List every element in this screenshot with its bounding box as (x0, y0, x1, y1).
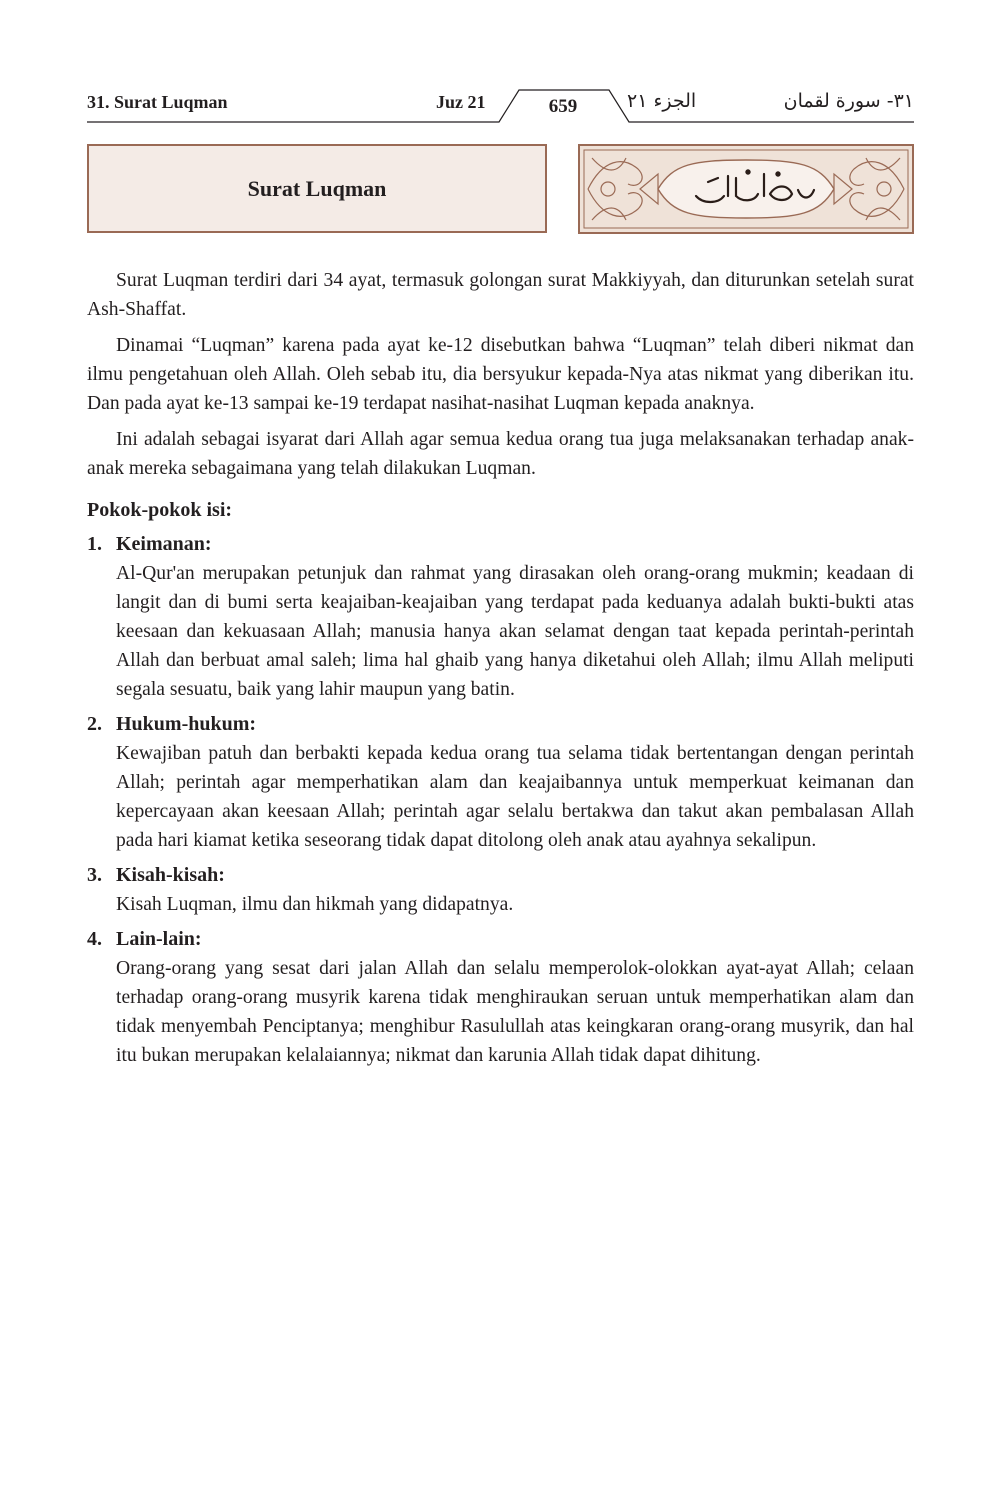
surah-title-box (87, 144, 547, 233)
list-item-lain-lain (87, 925, 914, 1070)
header-juz-arabic: الجزء ٢١ (627, 90, 697, 112)
item-body: Orang-orang yang sesat dari jalan Allah dan selalu memperolok-olokkan ayat-ayat Allah; celaan terhadap orang-orang musyrik karena tidak menghiraukan seruan untuk memperhatikan alam dan tidak menyembah Penciptanya; menghibur Rasulullah atas keingkaran orang-orang musyrik, dan hal itu bukan merupakan kelalaiannya; nikmat dan karunia Allah tidak dapat dihitung. (116, 958, 914, 1066)
item-heading: Hukum-hukum: (116, 713, 257, 735)
item-body: Kisah Luqman, ilmu dan hikmah yang didapatnya. (116, 894, 514, 915)
item-number: 2. (87, 713, 102, 735)
item-body: Al-Qur'an merupakan petunjuk dan rahmat yang dirasakan oleh orang-orang mukmin; keadaan di langit dan di bumi serta keajaiban-keajaiban yang terdapat pada keduanya adalah bukti-bukti atas keesaan dan kekuasaan Allah; manusia hanya akan selamat dengan taat kepada perintah-perintah Allah dan berbuat amal saleh; lima hal ghaib yang hanya diketahui oleh Allah; ilmu Allah meliputi segala sesuatu, baik yang lahir maupun yang batin. (116, 563, 914, 700)
page-body (87, 266, 914, 1076)
item-number: 3. (87, 864, 102, 886)
header-juz: Juz 21 (436, 92, 486, 112)
intro-paragraph-2: Dinamai “Luqman” karena pada ayat ke-12 disebutkan bahwa “Luqman” telah diberi nikmat dan ilmu pengetahuan oleh Allah. Oleh sebab itu, dia bersyukur kepada-Nya atas nikmat yang diberikan itu. Dan pada ayat ke-13 sampai ke-19 terdapat nasihat-nasihat Luqman kepada anaknya. (87, 335, 914, 414)
item-number: 1. (87, 533, 102, 555)
intro-paragraph-3: Ini adalah sebagai isyarat dari Allah agar semua kedua orang tua juga melaksanakan terhadap anak-anak mereka sebagaimana yang telah dilakukan Luqman. (87, 429, 914, 479)
surah-ornament-panel (578, 144, 914, 234)
item-body: Kewajiban patuh dan berbakti kepada kedua orang tua selama tidak bertentangan dengan perintah Allah; perintah agar memperhatikan alam dan keajaibannya untuk memperkuat keimanan dan kepercayaan akan keesaan Allah; perintah agar selalu bertakwa dan takut akan pembalasan Allah pada hari kiamat ketika seseorang tidak dapat ditolong oleh anak atau ayahnya sekalipun. (116, 743, 914, 851)
header-surah-title: 31. Surat Luqman (87, 92, 228, 112)
ornament-cartouche (658, 160, 834, 218)
list-item-hukum (87, 710, 914, 855)
intro-paragraph-1: Surat Luqman terdiri dari 34 ayat, termasuk golongan surat Makkiyyah, dan diturunkan setelah surat Ash-Shaffat. (87, 270, 914, 320)
section-heading: Pokok-pokok isi: (87, 499, 233, 521)
item-heading: Kisah-kisah: (116, 864, 225, 886)
list-item-kisah (87, 861, 914, 919)
item-heading: Lain-lain: (116, 928, 202, 950)
running-header (87, 86, 914, 126)
list-item-keimanan (87, 530, 914, 704)
item-number: 4. (87, 928, 102, 950)
surah-title: Surat Luqman (247, 175, 387, 201)
item-heading: Keimanan: (116, 533, 212, 555)
header-surah-arabic: ٣١- سورة لقمان (783, 90, 914, 112)
page-number: 659 (548, 96, 578, 117)
